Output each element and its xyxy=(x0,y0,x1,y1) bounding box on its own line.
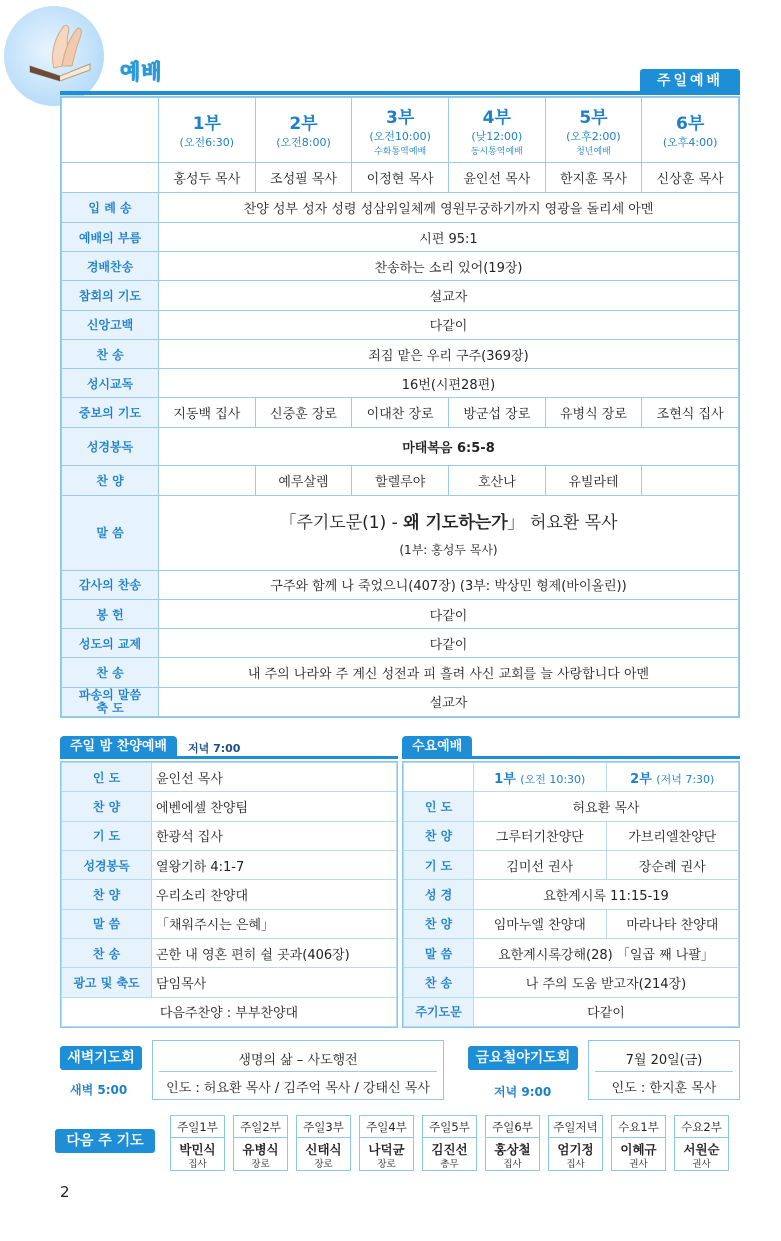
creed-row xyxy=(62,310,739,339)
row-label: 감사의 찬송 xyxy=(62,570,159,599)
wednesday-row: 기 도 김미선 권사 장순례 권사 xyxy=(404,850,739,879)
preacher-5: 한지훈 목사 xyxy=(545,162,642,192)
wednesday-row: 주기도문 다같이 xyxy=(404,997,739,1026)
next-prayer-item: 주일6부 홍상철 집사 xyxy=(485,1115,540,1171)
sermon-cell xyxy=(159,496,739,571)
row-label: 말 씀 xyxy=(62,496,159,571)
wednesday-worship-title: 수요예배 xyxy=(402,736,472,758)
evening-row: 성경봉독 열왕기하 4:1-7 xyxy=(62,850,397,879)
row-label: 성경봉독 xyxy=(62,427,159,465)
row-value: 다같이 xyxy=(159,629,739,658)
row-value: 죄짐 맡은 우리 구주(369장) xyxy=(159,339,739,368)
praise-row xyxy=(62,252,739,281)
friday-prayer-leader: 인도 : 한지훈 목사 xyxy=(611,1081,717,1096)
row-value: 16번(시편28편) xyxy=(159,369,739,398)
page-number: 2 xyxy=(60,1183,70,1201)
sunday-worship-table xyxy=(60,96,740,718)
benediction-row xyxy=(62,687,739,716)
wednesday-row: 말 씀 요한계시록강해(28) 「일곱 째 나팔」 xyxy=(404,938,739,967)
evening-row: 기 도 한광석 집사 xyxy=(62,821,397,850)
offering-row xyxy=(62,599,739,628)
intercessor-5: 유병식 장로 xyxy=(545,398,642,427)
row-value: 찬송하는 소리 있어(19장) xyxy=(159,252,739,281)
friday-prayer-time: 저녁 9:00 xyxy=(494,1085,552,1099)
offering-hymn-row xyxy=(62,570,739,599)
service-6: 6부 (오후4:00) xyxy=(642,98,739,163)
row-value: 시편 95:1 xyxy=(159,222,739,251)
sermon-title: 「주기도문(1) - 왜 기도하는가」 허요환 목사 xyxy=(279,512,618,533)
row-label: 성시교독 xyxy=(62,369,159,398)
friday-prayer-title: 금요철야기도회 xyxy=(468,1046,578,1070)
row-value: 설교자 xyxy=(159,281,739,310)
wednesday-service-1: 1부 (오전 10:30) xyxy=(474,763,607,792)
row-value: 구주와 함께 나 죽었으니(407장) (3부: 박상민 형제(바이올린)) xyxy=(159,570,739,599)
row-label: 성도의 교제 xyxy=(62,629,159,658)
preacher-3: 이정현 목사 xyxy=(352,162,449,192)
friday-prayer-box xyxy=(588,1040,740,1100)
sermon-note: (1부: 홍성두 목사) xyxy=(399,542,498,557)
intercessor-2: 신중훈 장로 xyxy=(255,398,352,427)
row-label: 찬 송 xyxy=(62,339,159,368)
wednesday-service-2: 2부 (저녁 7:30) xyxy=(606,763,739,792)
row-value: 설교자 xyxy=(159,687,739,716)
row-label: 경배찬송 xyxy=(62,252,159,281)
next-prayer-item: 주일4부 나덕균 장로 xyxy=(359,1115,414,1171)
call-row xyxy=(62,222,739,251)
wednesday-header-row xyxy=(404,763,739,792)
choir-4: 유빌라테 xyxy=(545,465,642,495)
preacher-4: 윤인선 목사 xyxy=(448,162,545,192)
service-3: 3부 (오전10:00) 수화통역예배 xyxy=(352,98,449,163)
wednesday-rule xyxy=(402,756,740,759)
repent-row xyxy=(62,281,739,310)
dawn-prayer-topic: 생명의 삶 – 사도행전 xyxy=(238,1053,358,1068)
section-title: 예배 xyxy=(120,60,163,84)
service-5: 5부 (오후2:00) 청년예배 xyxy=(545,98,642,163)
evening-row: 찬 양 에벤에셀 찬양팀 xyxy=(62,792,397,821)
intercessor-6: 조현식 집사 xyxy=(642,398,739,427)
intercessor-3: 이대찬 장로 xyxy=(352,398,449,427)
wednesday-row: 인 도 허요환 목사 xyxy=(404,792,739,821)
preacher-1: 홍성두 목사 xyxy=(159,162,256,192)
preacher-2: 조성필 목사 xyxy=(255,162,352,192)
sermon-row xyxy=(62,496,739,571)
service-4: 4부 (낮12:00) 동시통역예배 xyxy=(448,98,545,163)
next-prayer-item: 주일3부 신태식 장로 xyxy=(296,1115,351,1171)
next-prayer-item: 수요2부 서원순 권사 xyxy=(674,1115,729,1171)
wednesday-row: 찬 송 나 주의 도움 받고자(214장) xyxy=(404,968,739,997)
next-prayer-item: 수요1부 이혜규 권사 xyxy=(611,1115,666,1171)
corner-cell xyxy=(62,98,159,163)
scripture-row xyxy=(62,427,739,465)
header-rule xyxy=(60,91,740,95)
row-label: 신앙고백 xyxy=(62,310,159,339)
wednesday-row: 성 경 요한계시록 11:15-19 xyxy=(404,880,739,909)
hymn1-row xyxy=(62,339,739,368)
evening-rule xyxy=(60,756,398,759)
row-label: 봉 헌 xyxy=(62,599,159,628)
dawn-prayer-box xyxy=(152,1040,444,1100)
wednesday-row: 찬 양 임마누엘 찬양대 마라나타 찬양대 xyxy=(404,909,739,938)
choir-3: 호산나 xyxy=(448,465,545,495)
hymn2-row xyxy=(62,658,739,687)
responsive-row xyxy=(62,369,739,398)
invocation-row xyxy=(62,192,739,222)
praying-hands-icon xyxy=(24,20,96,82)
intercessor-4: 방군섭 장로 xyxy=(448,398,545,427)
evening-worship-title: 주일 밤 찬양예배 xyxy=(60,736,177,758)
row-label: 입 례 송 xyxy=(62,192,159,222)
row-value: 찬양 성부 성자 성령 성삼위일체께 영원무궁하기까지 영광을 돌리세 아멘 xyxy=(159,192,739,222)
preacher-row xyxy=(62,162,739,192)
choir-row xyxy=(62,465,739,495)
fellowship-row xyxy=(62,629,739,658)
choir-1: 예루살렘 xyxy=(255,465,352,495)
dawn-prayer-leaders: 인도 : 허요환 목사 / 김주억 목사 / 강태신 목사 xyxy=(166,1081,430,1096)
evening-footer-row: 다음주찬양 : 부부찬양대 xyxy=(62,997,397,1026)
next-prayer-item: 주일1부 박민식 집사 xyxy=(170,1115,225,1171)
evening-row: 광고 및 축도 담임목사 xyxy=(62,968,397,997)
row-label: 찬 송 xyxy=(62,658,159,687)
service-2: 2부 (오전8:00) xyxy=(255,98,352,163)
next-prayer-item: 주일5부 김진선 총무 xyxy=(422,1115,477,1171)
row-label: 찬 양 xyxy=(62,465,159,495)
scripture-reading: 마태복음 6:5-8 xyxy=(159,427,739,465)
friday-prayer-date: 7월 20일(금) xyxy=(625,1053,703,1068)
dawn-prayer-title: 새벽기도회 xyxy=(60,1046,142,1070)
wednesday-worship-table xyxy=(402,761,740,1028)
row-label: 예배의 부름 xyxy=(62,222,159,251)
row-label: 파송의 말씀 축 도 xyxy=(62,687,159,716)
dawn-prayer-time: 새벽 5:00 xyxy=(70,1083,128,1097)
next-prayer-item: 주일저녁 엄기정 집사 xyxy=(548,1115,603,1171)
row-value: 내 주의 나라와 주 계신 성전과 피 흘려 사신 교회를 늘 사랑합니다 아멘 xyxy=(159,658,739,687)
evening-row: 인 도 윤인선 목사 xyxy=(62,763,397,792)
next-week-prayer-title: 다음 주 기도 xyxy=(55,1129,155,1153)
intercessor-1: 지동백 집사 xyxy=(159,398,256,427)
row-value: 다같이 xyxy=(159,599,739,628)
row-label: 중보의 기도 xyxy=(62,398,159,427)
intercession-row xyxy=(62,398,739,427)
row-value: 다같이 xyxy=(159,310,739,339)
service-1: 1부 (오전6:30) xyxy=(159,98,256,163)
service-header-row xyxy=(62,98,739,163)
evening-row: 찬 송 곤한 내 영혼 편히 쉴 곳과(406장) xyxy=(62,938,397,967)
evening-worship-time: 저녁 7:00 xyxy=(188,742,241,755)
evening-worship-table xyxy=(60,761,398,1028)
next-prayer-item: 주일2부 유병식 장로 xyxy=(233,1115,288,1171)
wednesday-row: 찬 양 그루터기찬양단 가브리엘찬양단 xyxy=(404,821,739,850)
sunday-worship-badge: 주일예배 xyxy=(640,69,740,93)
row-label: 참회의 기도 xyxy=(62,281,159,310)
evening-row: 말 씀 「채워주시는 은혜」 xyxy=(62,909,397,938)
preacher-6: 신상훈 목사 xyxy=(642,162,739,192)
choir-2: 할렐루야 xyxy=(352,465,449,495)
evening-row: 찬 양 우리소리 찬양대 xyxy=(62,880,397,909)
